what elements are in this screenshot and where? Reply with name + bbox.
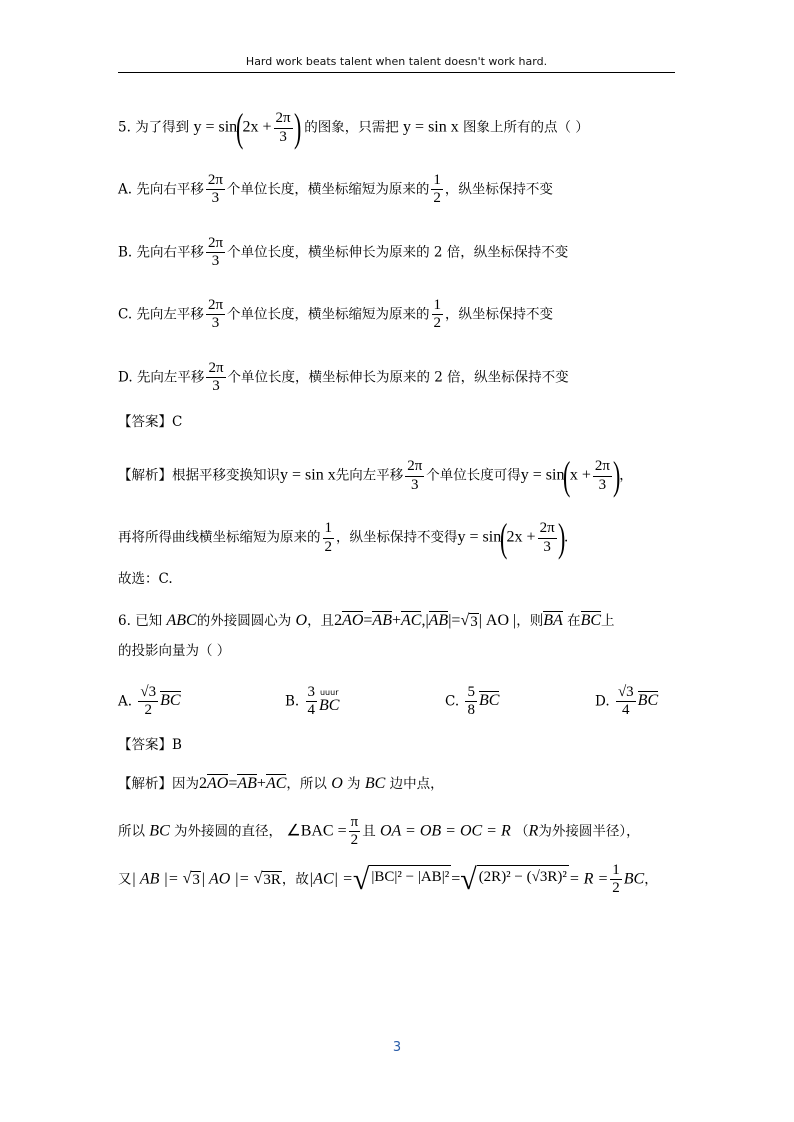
option-label: D. bbox=[118, 369, 133, 386]
analysis-text: 为 bbox=[347, 776, 361, 792]
vec-ab: AB bbox=[428, 612, 449, 629]
vec-bc: BC bbox=[160, 692, 181, 710]
frac-den: 2 bbox=[433, 315, 442, 332]
segment-bc: BC bbox=[149, 822, 170, 840]
analysis-text: ， bbox=[619, 467, 633, 484]
big-sqrt: √ |BC|² − |AB|² bbox=[352, 862, 450, 896]
option-label: B. bbox=[118, 244, 133, 261]
analysis-frac bbox=[323, 520, 335, 556]
q6-stem-2: 的投影向量为（ ） bbox=[118, 643, 231, 659]
option-frac bbox=[465, 684, 477, 720]
frac-den: 4 bbox=[622, 702, 630, 719]
frac-den: 3 bbox=[211, 253, 220, 270]
analysis-text: 再将所得曲线横坐标缩短为原来的 bbox=[118, 529, 321, 546]
q5-option-a bbox=[118, 172, 553, 208]
frac-den: 3 bbox=[543, 538, 551, 555]
q6-option-a bbox=[118, 684, 181, 720]
paren-left: ( bbox=[236, 105, 244, 150]
analysis-text: ，故 bbox=[281, 871, 309, 888]
q5-analysis-1 bbox=[118, 453, 633, 498]
q5-frac bbox=[274, 110, 293, 146]
option-label: C. bbox=[445, 693, 460, 710]
q6-analysis-1 bbox=[118, 774, 444, 792]
option-label: C. bbox=[118, 306, 133, 323]
sqrt: √ 3R bbox=[253, 870, 281, 889]
q6-stem-1 bbox=[118, 611, 615, 631]
q5-base-fn: y = sin x bbox=[403, 118, 459, 136]
vec-ab: AB bbox=[237, 775, 257, 792]
vec-with-mark bbox=[319, 689, 339, 715]
segment-bc: BC bbox=[623, 870, 645, 888]
analysis-text: 先向左平移 bbox=[335, 467, 404, 484]
half-frac bbox=[610, 862, 622, 898]
sqrt: √ 3 bbox=[460, 612, 478, 630]
q5-inner: 2x + bbox=[242, 118, 272, 136]
q6-option-c bbox=[445, 684, 499, 720]
frac-num: 2π bbox=[274, 110, 293, 128]
option-frac-2 bbox=[431, 172, 443, 208]
r-eq: = R = bbox=[568, 870, 609, 888]
option-pre: 先向右平移 bbox=[136, 181, 204, 198]
stem-text: ，且 bbox=[307, 613, 335, 629]
option-frac-2 bbox=[432, 297, 444, 333]
angle: ∠BAC = bbox=[286, 822, 347, 840]
analysis-text: 又 bbox=[118, 871, 132, 888]
frac-num: 1 bbox=[432, 297, 444, 315]
frac-num: 2π bbox=[206, 172, 225, 190]
abs-sep: ,| bbox=[421, 612, 429, 629]
analysis-label: 【解析】 bbox=[118, 776, 172, 792]
paren-right: ) bbox=[557, 515, 565, 560]
vec-ao: AO bbox=[342, 612, 364, 629]
q6-analysis-3 bbox=[118, 862, 658, 898]
stem-text: 上 bbox=[601, 613, 615, 629]
abs-ac: |AC| = bbox=[308, 870, 353, 888]
eq: = bbox=[363, 612, 373, 629]
option-frac bbox=[206, 172, 225, 208]
vec-bc: BC bbox=[637, 692, 659, 710]
vec-ac: AC bbox=[401, 612, 422, 629]
frac-den: 3 bbox=[212, 378, 220, 395]
analysis-text: 为外接圆的直径， bbox=[174, 823, 283, 840]
vec-bc: BC bbox=[319, 696, 340, 714]
coef: 2 bbox=[199, 775, 207, 792]
frac-num: π bbox=[349, 814, 361, 832]
frac-num: 1 bbox=[610, 862, 622, 880]
option-mid: 个单位长度，横坐标缩短为原来的 bbox=[227, 306, 430, 323]
option-mid: 个单位长度，横坐标缩短为原来的 bbox=[226, 181, 430, 198]
q5-stem-a: 为了得到 bbox=[135, 119, 190, 136]
frac-den: 2 bbox=[612, 880, 620, 897]
q5-option-c bbox=[118, 297, 553, 333]
coef: 2 bbox=[334, 612, 343, 629]
frac-den: 2 bbox=[144, 702, 152, 719]
page-header: Hard work beats talent when talent doesn't work hard. bbox=[245, 55, 548, 68]
stem-text: 的外接圆圆心为 bbox=[196, 613, 292, 629]
option-pre: 先向左平移 bbox=[136, 306, 204, 323]
option-tail: ，纵坐标保持不变 bbox=[444, 181, 553, 198]
analysis-frac bbox=[538, 520, 557, 556]
vec-ao: AO bbox=[207, 775, 229, 792]
frac-num: 2π bbox=[206, 297, 225, 315]
abs-ao: | AO |= bbox=[200, 870, 254, 888]
analysis-text: 为外接圆半径）， bbox=[538, 823, 640, 840]
frac-num: √3 bbox=[138, 684, 158, 702]
option-pre: 先向右平移 bbox=[136, 244, 205, 261]
analysis-text: 边中点， bbox=[389, 776, 444, 792]
eq: = bbox=[228, 775, 238, 792]
frac-den: 3 bbox=[211, 315, 220, 332]
vec-mark: uuur bbox=[319, 687, 339, 697]
frac-den: 3 bbox=[598, 476, 607, 493]
frac-den: 3 bbox=[410, 476, 419, 493]
analysis-fn: y = sin x bbox=[280, 466, 336, 484]
option-label: A. bbox=[118, 181, 133, 198]
analysis-text: ，所以 bbox=[286, 776, 327, 792]
q6-analysis-2 bbox=[118, 814, 640, 850]
q5-analysis-2 bbox=[118, 515, 569, 560]
analysis-fn: y = sin bbox=[520, 466, 565, 484]
sqrt-arg: 3 bbox=[192, 872, 200, 889]
sqrt-arg: 3 bbox=[470, 614, 478, 630]
q5-option-d bbox=[118, 360, 569, 396]
segment-bc: BC bbox=[364, 775, 386, 792]
frac-num: 2π bbox=[405, 458, 424, 476]
option-frac bbox=[206, 297, 225, 333]
option-frac bbox=[206, 235, 225, 271]
q6-option-b bbox=[285, 684, 339, 720]
option-label: B. bbox=[285, 693, 300, 710]
abs-eq: |= bbox=[448, 612, 461, 629]
frac-num: 2π bbox=[538, 520, 557, 538]
q5-option-b bbox=[118, 235, 568, 271]
q5-conclusion: 故选：C. bbox=[118, 571, 173, 587]
sqrt-arg: |BC|² − |AB|² bbox=[369, 865, 451, 895]
frac-den: 8 bbox=[467, 702, 475, 719]
option-label: A. bbox=[118, 693, 133, 710]
option-label: D. bbox=[595, 693, 610, 710]
frac-den: 3 bbox=[211, 190, 220, 207]
eq: = bbox=[451, 870, 461, 888]
q6-answer: 【答案】B bbox=[118, 737, 182, 753]
frac-den: 2 bbox=[433, 190, 441, 207]
option-frac bbox=[138, 684, 158, 720]
abs-ao: | AO | bbox=[478, 612, 517, 629]
frac-num: 5 bbox=[465, 684, 477, 702]
point-o: O bbox=[331, 775, 343, 792]
option-frac bbox=[206, 360, 225, 396]
option-frac bbox=[306, 684, 318, 720]
radii-eq: OA = OB = OC = R bbox=[379, 822, 511, 840]
frac-den: 2 bbox=[350, 832, 359, 849]
analysis-text: （ bbox=[515, 823, 529, 840]
analysis-text: 根据平移变换知识 bbox=[172, 467, 280, 484]
analysis-text: . bbox=[563, 529, 569, 546]
point-o: O bbox=[295, 612, 308, 629]
option-frac bbox=[616, 684, 636, 720]
option-mid: 个单位长度，横坐标伸长为原来的 2 倍，纵坐标保持不变 bbox=[227, 244, 569, 261]
analysis-text: 且 bbox=[362, 823, 376, 840]
vec-ba: BA bbox=[543, 612, 563, 629]
frac-num: 1 bbox=[323, 520, 335, 538]
radius-r: R bbox=[528, 822, 539, 840]
q5-number: 5. bbox=[118, 119, 131, 136]
vec-bc: BC bbox=[580, 612, 602, 629]
big-sqrt: √ (2R)² − (√3R)² bbox=[460, 862, 567, 896]
plus: + bbox=[256, 775, 266, 792]
paren-left: ( bbox=[500, 515, 508, 560]
frac-num: 2π bbox=[206, 235, 225, 253]
q6-option-d bbox=[595, 684, 658, 720]
vec-bc: BC bbox=[478, 692, 500, 710]
stem-text: 已知 bbox=[135, 613, 163, 629]
frac-num: √3 bbox=[616, 684, 636, 702]
analysis-inner: 2x + bbox=[506, 528, 536, 546]
page-number: 3 bbox=[392, 1040, 402, 1055]
option-pre: 先向左平移 bbox=[136, 369, 205, 386]
analysis-text: 所以 bbox=[118, 823, 145, 840]
frac-den: 2 bbox=[324, 538, 332, 555]
vec-ab: AB bbox=[372, 612, 392, 629]
abs-ab: | AB |= bbox=[131, 870, 183, 888]
analysis-text: 因为 bbox=[172, 776, 199, 792]
q5-target-fn: y = sin bbox=[193, 118, 238, 136]
analysis-text: ， bbox=[644, 871, 658, 888]
q5-stem bbox=[118, 105, 589, 150]
q5-stem-c: 图象上所有的点（ ） bbox=[463, 119, 589, 136]
analysis-inner: x + bbox=[569, 466, 591, 484]
q6-number: 6. bbox=[118, 613, 131, 629]
analysis-label: 【解析】 bbox=[118, 467, 172, 484]
stem-text: 在 bbox=[567, 613, 581, 629]
sqrt-arg: (2R)² − (√3R)² bbox=[477, 865, 569, 895]
plus: + bbox=[391, 612, 401, 629]
frac-den: 3 bbox=[279, 128, 287, 145]
frac-num: 1 bbox=[431, 172, 443, 190]
analysis-frac bbox=[405, 458, 424, 494]
paren-right: ) bbox=[612, 453, 621, 498]
vec-ac: AC bbox=[265, 775, 287, 792]
option-mid: 个单位长度，横坐标伸长为原来的 2 倍，纵坐标保持不变 bbox=[227, 369, 569, 386]
header-rule bbox=[118, 72, 675, 73]
analysis-frac bbox=[593, 458, 612, 494]
analysis-text: 个单位长度可得 bbox=[426, 467, 521, 484]
pi-frac bbox=[349, 814, 361, 850]
option-tail: ，纵坐标保持不变 bbox=[445, 306, 554, 323]
frac-den: 4 bbox=[307, 702, 316, 719]
paren-left: ( bbox=[563, 453, 571, 498]
sqrt: √ 3 bbox=[182, 870, 200, 889]
q5-stem-b: 的图象，只需把 bbox=[304, 119, 399, 136]
sqrt-arg: 3R bbox=[263, 872, 281, 889]
analysis-fn: y = sin bbox=[457, 528, 502, 546]
paren-right: ) bbox=[293, 105, 301, 150]
frac-num: 3 bbox=[306, 684, 318, 702]
analysis-text: ，纵坐标保持不变得 bbox=[336, 529, 458, 546]
q5-answer: 【答案】C bbox=[118, 414, 183, 430]
frac-num: 2π bbox=[593, 458, 612, 476]
frac-num: 2π bbox=[206, 360, 225, 378]
triangle: ABC bbox=[166, 612, 197, 629]
stem-text: ，则 bbox=[516, 613, 544, 629]
